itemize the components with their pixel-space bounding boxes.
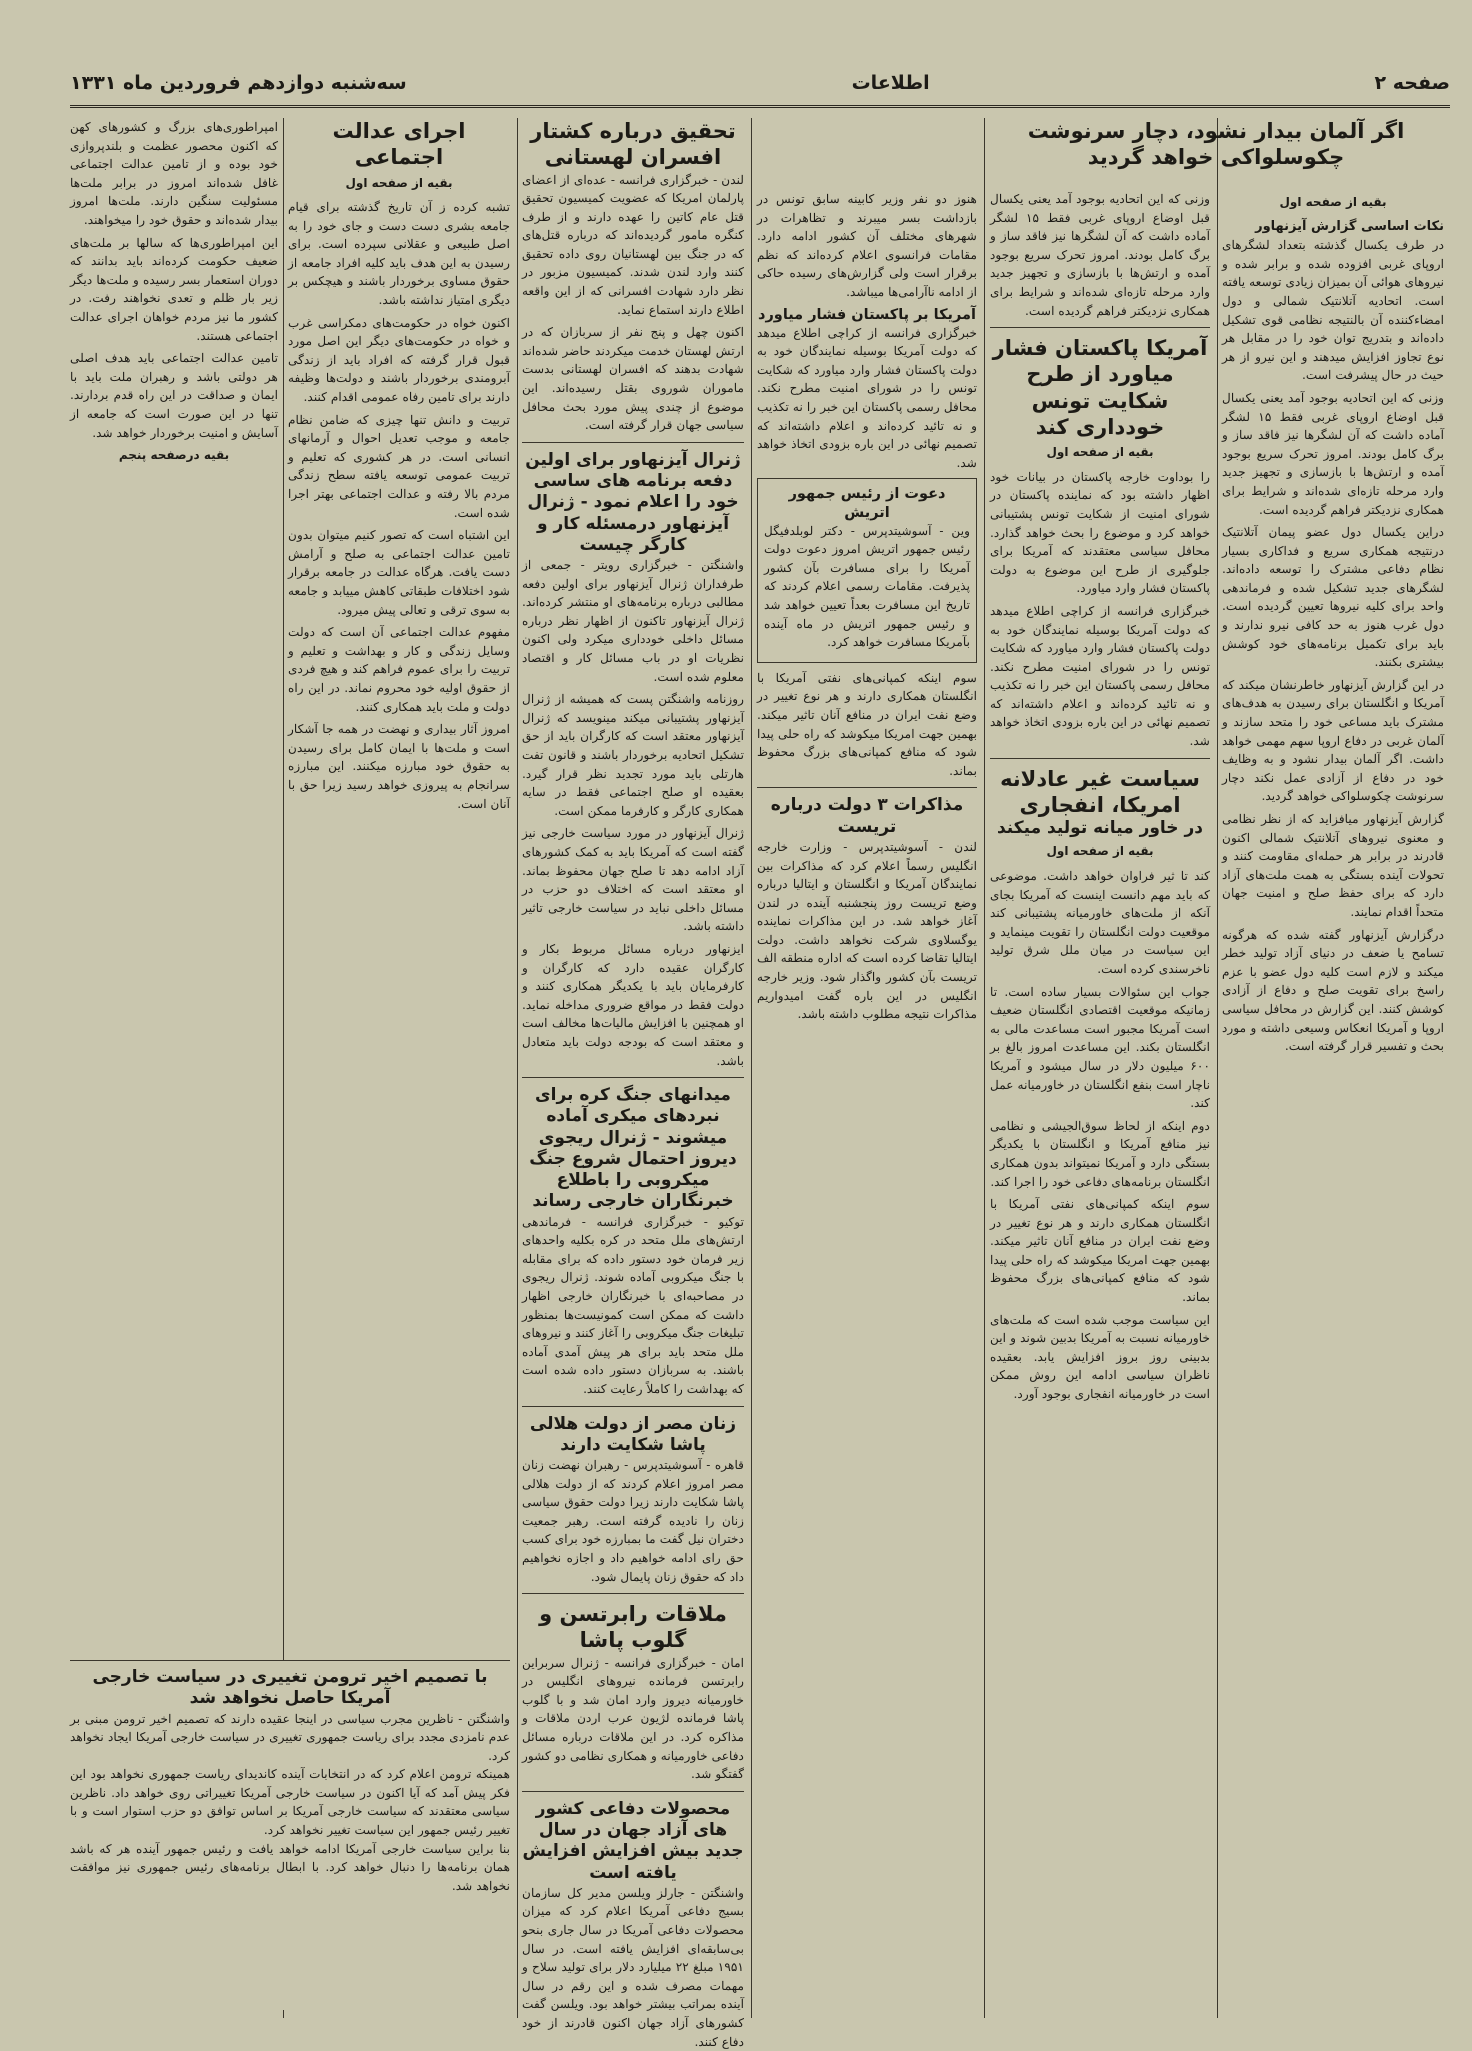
truman-box xyxy=(70,1660,510,2010)
social-justice-paragraph: مفهوم عدالت اجتماعی آن است که دولت وسایل زندگی و کار و بهداشت و تعلیم و تربیت را برای عموم فراهم کند و هیچ فردی از حقوق اولیه خود محروم نماند. در این راه دولت و ملت باید همکاری کنند. xyxy=(288,625,510,714)
divider xyxy=(522,442,744,443)
production-headline: محصولات دفاعی کشور های آزاد جهان در سال جدید بیش افزایش افزایش یافته است xyxy=(522,1798,744,1883)
hilali-headline: زنان مصر از دولت هلالی پاشا شکایت دارند xyxy=(529,1413,737,1455)
divider xyxy=(522,1791,744,1792)
hilali-paragraph: قاهره - آسوشیتدپرس - رهبران نهضت زنان مصر امروز اعلام کردند که از دولت هلالی پاشا شکایت دارند زیرا دولت حقوق سیاسی زنان را نادیده گرفته است. رهبر جمعیت دختران نیل گفت ما بمبارزه خود برای کسب حق رای ادامه خواهیم داد و اجازه نخواهیم داد که حقوق زنان پایمال شود. xyxy=(522,1458,744,1584)
germany-paragraph: در این گزارش آیزنهاور خاطرنشان میکند که آمریکا و انگلستان برای رسیدن به هدف‌های مشترک باید مساعی خود را متحد سازند و آلمان غربی در دفاع اروپا سهم مهمی خواهد داشت. اگر آلمان بیدار نشود و به وظایف خود در دفاع از آزادی عمل نکند دچار سرنوشت چکوسلواکی خواهد گردید. xyxy=(1222,677,1444,804)
germany-paragraph: گزارش آیزنهاور میافزاید که از نظر نظامی و معنوی نیروهای آتلانتیک شمالی اکنون قادرند در برابر هر حمله‌ای مقاومت کنند و تحولات آینده بستگی به همت ملت‌های آزاد دارد که برای حفظ صلح و امنیت جهان متحداً اقدام نمایند. xyxy=(1222,812,1444,919)
germany-paragraph: در طرف یکسال گذشته بتعداد لشگرهای اروپای غربی افزوده شده و برابر شده و نیروهای هوائی آن بمیزان زیادی توسعه یافته است. اتحادیه آتلانتیک شمالی و دول امضاءکننده آن بالنتیجه نظامی قوی تشکیل داده‌اند و بتدریج توان خود را در مقابل هر نوع تجاوز افزایش میدهند و این نیرو از هر حیث در حال پیشرفت است. xyxy=(1222,238,1444,383)
continued-label: بقیه از صفحه اول xyxy=(1279,195,1387,209)
korea-headline: میدانهای جنگ کره برای نبردهای میکری آماده میشوند - ژنرال ریجوی دیروز احتمال شروع جنگ میکروبی را باطلاع خبرنگاران خارجی رساند xyxy=(529,1085,737,1212)
social-justice-paragraph: امروز آثار بیداری و نهضت در همه جا آشکار است و ملت‌ها با ایمان کامل برای رسیدن به حقوق خود مبارزه میکنند. این مبارزه سرانجام به پیروزی خواهد رسید زیرا حق با آنان است. xyxy=(288,722,510,811)
social-justice-paragraph: تامین عدالت اجتماعی باید هدف اصلی هر دولتی باشد و رهبران ملت باید با ایمان و صداقت در این راه قدم بردارند. تنها در این صورت است که جامعه از آسایش و امنیت برخوردار خواهد شد. xyxy=(70,351,278,440)
polish-officers-paragraph: لندن - خبرگزاری فرانسه - عده‌ای از اعضای پارلمان امریکا که عضویت کمیسیون تحقیق قتل عام کاتین را عهده دارند و از طرف کنگره مامور گردیده‌اند که درباره قتل‌های که در جنگ بین لهستانیان روی داده تحقیق کنند وارد لندن شدند. کمیسیون مزبور در نظر دارد شهادت افسرانی که از این واقعه اطلاع دارند استماع نماید. xyxy=(522,172,744,317)
truman-headline: با تصمیم اخیر ترومن تغییری در سیاست خارجی آمریکا حاصل نخواهد شد xyxy=(92,1667,488,1709)
column-2 xyxy=(990,190,1210,2018)
divider xyxy=(990,327,1210,328)
robertson-headline: ملاقات رابرتسن و گلوب پاشا xyxy=(539,1602,727,1653)
continued-label: بقیه از صفحه اول xyxy=(1046,844,1154,859)
germany-headline: اگر آلمان بیدار نشود، دچار سرنوشت چکوسلواکی خواهد گردید xyxy=(1027,119,1405,170)
column-rule xyxy=(751,118,752,2018)
truman-paragraph: واشنگتن - ناظرین مجرب سیاسی در اینجا عقیده دارند که تصمیم اخیر ترومن مبنی بر عدم نامزدی مجدد برای ریاست جمهوری تغییری در سیاست خارجی آمریکا ایجاد نخواهد کرد. xyxy=(70,1711,510,1763)
column-4 xyxy=(522,118,744,2049)
pakistan-subhead: آمریکا بر پاکستان فشار میاورد xyxy=(758,306,976,323)
column-rule xyxy=(984,118,985,2018)
usa-policy-paragraph: کند تا ثیر فراوان خواهد داشت. موضوعی که باید مهم دانست اینست که آمریکا بجای آنکه از ملت‌های خاورمیانه پشتیبانی کند موقعیت دولت انگلستان را تقویت مینماید و این سیاست در میان ملل شرق تولید ناخرسندی کرده است. xyxy=(990,869,1210,976)
eisenhower-paragraph: روزنامه واشنگتن پست که همیشه از ژنرال آیزنهاور پشتیبانی میکند مینویسد که ژنرال آیزنهاور معتقد است که کارگران باید از حق تشکیل اتحادیه برخوردار باشند و قانون تفت هارتلی باید مورد تجدید نظر قرار گیرد. بعقیده او صلح اجتماعی فقط در سایه همکاری کارگر و کارفرما ممکن است. xyxy=(522,692,744,818)
austria-headline: دعوت از رئیس جمهور اتریش xyxy=(788,486,946,521)
column-1 xyxy=(1222,190,1444,2018)
usa-policy-paragraph: سوم اینکه کمپانی‌های نفتی آمریکا با انگلستان همکاری دارند و هر نوع تغییر در وضع نفت ایران در منافع آنان تاثیر میکند. بهمین جهت امریکا میکوشد که راه حلی پیدا شود که منافع کمپانی‌های بزرگ محفوظ بماند. xyxy=(757,670,977,778)
eisenhower-paragraph: ژنرال آیزنهاور در مورد سیاست خارجی نیز گفته است که آمریکا باید به کمک کشورهای آزاد ادامه دهد تا صلح جهان محفوظ بماند. او معتقد است که اختلاف دو حزب در مسائل داخلی نباید در سیاست خارجی تاثیر داشته باشد. xyxy=(522,826,744,934)
austria-box xyxy=(757,478,977,662)
polish-officers-headline: تحقیق درباره کشتار افسران لهستانی xyxy=(530,119,736,170)
production-paragraph: واشنگتن - جارلز ویلسن مدیر کل سازمان بسیج دفاعی آمریکا اعلام کرد که میزان محصولات دفاعی آمریکا در سال جاری بنحو بی‌سابقه‌ای افزایش یافته است. در سال ۱۹۵۱ مبلغ ۲۲ میلیارد دلار برای تولید سلاح و مهمات مصرف شده و این رقم در سال آینده بمراتب بیشتر خواهد بود. ویلسن گفت کشورهای آزاد جهان اکنون قادرند از خود دفاع کنند. xyxy=(522,1885,744,2049)
truman-paragraph: همینکه ترومن اعلام کرد که در انتخابات آینده کاندیدای ریاست جمهوری نخواهد بود این فکر پیش آمد که آیا اکنون در سیاست خارجی آمریکا تغییراتی روی خواهد داد. ناظرین سیاسی معتقدند که سیاست خارجی آمریکا بر اساس توافق دو حزب استوار است و با تغییر رئیس جمهور این سیاست تغییر نخواهد کرد. xyxy=(70,1767,510,1838)
paper-name: اطلاعات xyxy=(851,71,930,94)
polish-officers-paragraph: اکنون چهل و پنج نفر از سربازان که در ارتش لهستان خدمت میکردند حاضر شده‌اند شهادت بدهند که افسران لهستانی بدست ماموران شوروی بقتل رسیده‌اند. این موضوع از چندی پیش مورد بحث محافل سیاسی جهان قرار گرفته است. xyxy=(522,325,744,433)
continued-label: بقیه از صفحه اول xyxy=(1046,445,1154,460)
eisenhower-paragraph: ایزنهاور درباره مسائل مربوط بکار و کارگران عقیده دارد که کارگران و کارفرمایان باید با یکدیگر همکاری کنند و دولت فقط در مواقع ضروری مداخله نماید. او همچنین با افزایش مالیات‌ها مخالف است و معتقد است که بودجه دولت باید متعادل باشد. xyxy=(522,941,744,1068)
social-justice-paragraph: تربیت و دانش تنها چیزی که ضامن نظام جامعه و موجب تعدیل احوال و آرمانهای انسانی است. در هر کشوری که تعلیم و تربیت عمومی توسعه یافته سطح زندگی مردم بالا رفته و عدالت اجتماعی بهتر اجرا شده است. xyxy=(288,412,510,520)
truman-paragraph: بنا براین سیاست خارجی آمریکا ادامه خواهد یافت و رئیس جمهور آینده هر که باشد همان برنامه‌ها را دنبال خواهد کرد. با ابطال برنامه‌های رئیس جمهوری نیز موافقت نخواهد شد. xyxy=(70,1841,510,1893)
page-number: صفحه ۲ xyxy=(1374,71,1450,94)
austria-paragraph: وین - آسوشیتدپرس - دکتر لوبلدفیگل رئیس جمهور اتریش امروز دعوت دولت آمریکا را برای مسافرت بآن کشور پذیرفت. مقامات رسمی اعلام کردند که تاریخ این مسافرت بعداً تعیین خواهد شد و رئیس جمهور اتریش در ماه آینده بآمریکا مسافرت خواهد کرد. xyxy=(764,523,970,650)
robertson-paragraph: امان - خبرگزاری فرانسه - ژنرال سربراین رابرتسن فرمانده نیروهای انگلیس در خاورمیانه دیروز وارد امان شد و با گلوب پاشا فرمانده لژیون عرب اردن ملاقات و مذاکره کرد. در این ملاقات درباره مسائل دفاعی خاورمیانه و همکاری نظامی دو کشور گفتگو شد. xyxy=(522,1655,744,1782)
social-justice-paragraph: امپراطوری‌های بزرگ و کشورهای کهن که اکنون محصور عظمت و بلندپروازی خود بوده و از تامین عدالت اجتماعی غافل شده‌اند امروز در برابر ملت‌ها مسئولیت سنگین دارند. ملت‌ها امروز بیدار شده‌اند و حقوق خود را میخواهند. xyxy=(70,120,278,227)
column-rule xyxy=(1217,118,1218,2018)
pakistan-paragraph: را بوداوت خارجه پاکستان در بیانات خود اظهار داشته بود که نماینده پاکستان در شورای امنیت از شکایت تونس پشتیبانی خواهد کرد و موضوع را بحث خواهد گذارد. محافل سیاسی معتقدند که آمریکا برای جلوگیری از طرح این موضوع به دولت پاکستان فشار وارد میاورد. xyxy=(990,469,1210,596)
trieste-headline: مذاکرات ۳ دولت درباره تریست xyxy=(770,795,964,837)
divider xyxy=(990,758,1210,759)
korea-paragraph: توکیو - خبرگزاری فرانسه - فرماندهی ارتش‌های ملل متحد در کره بکلیه واحدهای زیر فرمان خود دستور داده که برای مقابله با جنگ میکروبی آماده شوند. ژنرال ریجوی در مصاحبه‌ای با خبرنگاران خارجی اظهار داشت که ممکن است کمونیست‌ها بمنظور تبلیغات جنگ میکروبی را آغاز کنند و نیروهای ملل متحد باید برای هر پیش آمدی آماده باشند. به سربازان دستور داده شده است که بهداشت را کاملاً رعایت کنند. xyxy=(522,1214,744,1396)
social-justice-paragraph: این امپراطوری‌ها که سالها بر ملت‌های ضعیف حکومت کرده‌اند باید بدانند که دوران استعمار بسر رسیده و ملت‌ها دیگر زیر بار ظلم و تعدی نخواهند رفت. در کشور ما نیز مردم خواهان اجرای عدالت اجتماعی هستند. xyxy=(70,235,278,343)
germany-paragraph: وزنی که این اتحادیه بوجود آمد یعنی یکسال قبل اوضاع اروپای غربی فقط ۱۵ لشگر آماده داشت که آن لشگرها نیز فاقد ساز و برگ کامل بودند. امروز تحرک سریع بوجود آمده و ارتش‌ها با بازسازی و تجهیز جدید وارد مرحله تازه‌ای شده‌اند و شرایط برای همکاری نزدیکتر فراهم گردیده است. xyxy=(1222,390,1444,517)
germany-paragraph: وزنی که این اتحادیه بوجود آمد یعنی یکسال قبل اوضاع اروپای غربی فقط ۱۵ لشگر آماده داشت که آن لشگرها نیز فاقد ساز و برگ کامل بودند. امروز تحرک سریع بوجود آمده و ارتش‌ها با بازسازی و تجهیز جدید وارد مرحله تازه‌ای شده‌اند و شرایط برای همکاری نزدیکتر فراهم گردیده است. xyxy=(990,192,1210,318)
usa-policy-headline: سیاست غیر عادلانه امریکا، انفجاری xyxy=(1000,766,1200,817)
usa-policy-subtitle: در خاور میانه تولید میکند xyxy=(996,818,1203,839)
continued-label: بقیه از صفحه اول xyxy=(345,175,453,190)
divider xyxy=(522,1593,744,1594)
usa-policy-paragraph: این سیاست موجب شده است که ملت‌های خاورمیانه نسبت به آمریکا بدبین شوند و این بدبینی روز بروز افزایش یابد. بعقیده ناظران سیاسی ادامه این روش ممکن است در خاورمیانه انفجاری بوجود آورد. xyxy=(990,1312,1210,1402)
newspaper-page xyxy=(70,60,1450,2049)
column-3 xyxy=(757,190,977,2018)
divider xyxy=(522,1406,744,1407)
usa-policy-paragraph: جواب این سئوالات بسیار ساده است. تا زمانیکه موقعیت اقتصادی انگلستان ضعیف است آمریکا مجبور است مساعدت مالی به انگلستان بکند. این مساعدت امروز بالغ بر ۶۰۰ میلیون دلار در سال میشود و آمریکا ناچار است بنفع انگلستان در خاورمیانه عمل کند. xyxy=(990,984,1210,1111)
usa-policy-paragraph: دوم اینکه از لحاظ سوق‌الجیشی و نظامی نیز منافع آمریکا و انگلستان با یکدیگر بستگی دارد و آمریکا نمیتواند بدون همکاری انگلستان برنامه‌های دفاعی خود را اجرا کند. xyxy=(990,1118,1210,1189)
social-justice-paragraph: اکنون خواه در حکومت‌های دمکراسی غرب و خواه در حکومت‌های دیگر این اصل مورد قبول قرار گرفته که افراد باید از زندگی آبرومندی برخوردار باشند و دولت‌ها وظیفه دارند برای تامین رفاه عمومی اقدام کنند. xyxy=(288,315,510,405)
pakistan-paragraph: هنوز دو نفر وزیر کابینه سابق تونس در بازداشت بسر میبرند و تظاهرات در شهرهای مختلف آن کشور ادامه دارد. مقامات فرانسوی اعلام کرده‌اند که نظم برقرار است ولی گزارش‌های رسیده حاکی از ادامه ناآرامی‌ها میباشد. xyxy=(757,192,977,299)
social-justice-paragraph: تشبه کرده ‌ز آن تاریخ گذشته برای قیام جامعه بشری دست دست و جای خود را به اصل طبیعی و عقلانی سپرده است. برای رسیدن به این هدف باید کلیه افراد جامعه از حقوق مساوی برخوردار باشند و هیچکس بر دیگری امتیاز نداشته باشد. xyxy=(288,200,510,308)
divider xyxy=(522,1077,744,1078)
trieste-paragraph: لندن - آسوشیتدپرس - وزارت خارجه انگلیس رسماً اعلام کرد که مذاکرات بین نمایندگان آمریکا و انگلستان و ایتالیا درباره وضع تریست روز پنجشنبه آینده در لندن آغاز خواهد شد. در این مذاکرات نماینده یوگسلاوی شرکت نخواهد داشت. دولت ایتالیا تقاضا کرده است که اداره منطقه الف تریست بآن کشور واگذار شود. وزیر خارجه انگلیس در این باره گفت امیدواریم مذاکرات نتیجه مطلوب داشته باشد. xyxy=(757,839,977,1022)
usa-policy-paragraph: سوم اینکه کمپانی‌های نفتی آمریکا با انگلستان همکاری دارند و هر نوع تغییر در وضع نفت ایران در منافع آنان تاثیر میکند. بهمین جهت امریکا میکوشد که راه حلی پیدا شود که منافع کمپانی‌های بزرگ محفوظ بماند. xyxy=(990,1197,1210,1305)
pakistan-paragraph: خبرگزاری فرانسه از کراچی اطلاع میدهد که دولت آمریکا بوسیله نمایندگان خود به دولت پاکستان فشار وارد میاورد که شکایت تونس را در شورای امنیت مطرح نکند. محافل رسمی پاکستان این خبر را نه تکذیب و نه تائید کرده‌اند و اعلام داشته‌اند که تصمیم نهائی در این باره بزودی اتخاذ خواهد شد. xyxy=(757,325,977,470)
issue-date: سه‌شنبه دوازدهم فروردین ماه ۱۳۳۱ xyxy=(70,71,407,94)
social-justice-paragraph: این اشتباه است که تصور کنیم میتوان بدون تامین عدالت اجتماعی به صلح و آرامش دست یافت. هرگاه عدالت در جامعه برقرار شود اختلافات طبقاتی کاهش مییابد و جامعه به سوی ترقی و تعالی پیش میرود. xyxy=(288,528,510,617)
masthead xyxy=(70,60,1450,108)
pakistan-paragraph: خبرگزاری فرانسه از کراچی اطلاع میدهد که دولت آمریکا بوسیله نمایندگان خود به دولت پاکستان فشار وارد میاورد که شکایت تونس را در شورای امنیت مطرح نکند. محافل رسمی پاکستان این خبر را نه تکذیب و نه تائید کرده‌اند و اعلام داشته‌اند که تصمیم نهائی در این باره بزودی اتخاذ خواهد شد. xyxy=(990,603,1210,749)
germany-paragraph: دراین یکسال دول عضو پیمان آتلانتیک درنتیجه همکاری سریع و فداکاری بسیار نظام دفاعی مشترک را توسعه داده‌اند. لشگرهای جدید تشکیل شده و فرماندهی واحد برای کلیه نیروها تعیین گردیده است. دول غرب هنوز به حد کافی نیرو ندارند و باید برای تکمیل برنامه‌های خود کوشش بیشتری بکنند. xyxy=(1222,525,1444,670)
germany-subhead: نکات اساسی گزارش آیزنهاور xyxy=(1255,218,1444,234)
continued-footer: بقیه درصفحه پنجم xyxy=(118,448,230,463)
column-rule xyxy=(517,118,518,2018)
germany-paragraph: درگزارش آیزنهاور گفته شده که هرگونه تسامح یا ضعف در دنیای آزاد تولید خطر میکند و لازم است کلیه دول عضو با عزم راسخ برای تقویت صلح و دفاع از آزادی کوشش کنند. این گزارش در محافل سیاسی اروپا و آمریکا انعکاس وسیعی داشته و مورد بحث و تفسیر قرار گرفته است. xyxy=(1222,927,1444,1054)
social-justice-headline: اجرای عدالت اجتماعی xyxy=(332,119,466,170)
eisenhower-paragraph: واشنگتن - خبرگزاری رویتر - جمعی از طرفداران ژنرال آیزنهاور برای اولین دفعه مطالبی درباره برنامه‌های او منتشر کرده‌اند. ژنرال آیزنهاور تاکنون از اظهار نظر درباره مسائل داخلی خودداری میکرد ولی اکنون نظریات او در باب مسائل کار و اقتصاد معلوم شده است. xyxy=(522,558,744,684)
divider xyxy=(757,787,977,788)
eisenhower-headline: ژنرال آیزنهاور برای اولین دفعه برنامه های ساسی خود را اعلام نمود - ژنرال آیزنهاور درمسئله کار و کارگر چیست xyxy=(525,449,741,555)
pakistan-headline: آمریکا پاکستان فشار میاورد از طرح شکایت تونس خودداری کند xyxy=(992,336,1208,439)
